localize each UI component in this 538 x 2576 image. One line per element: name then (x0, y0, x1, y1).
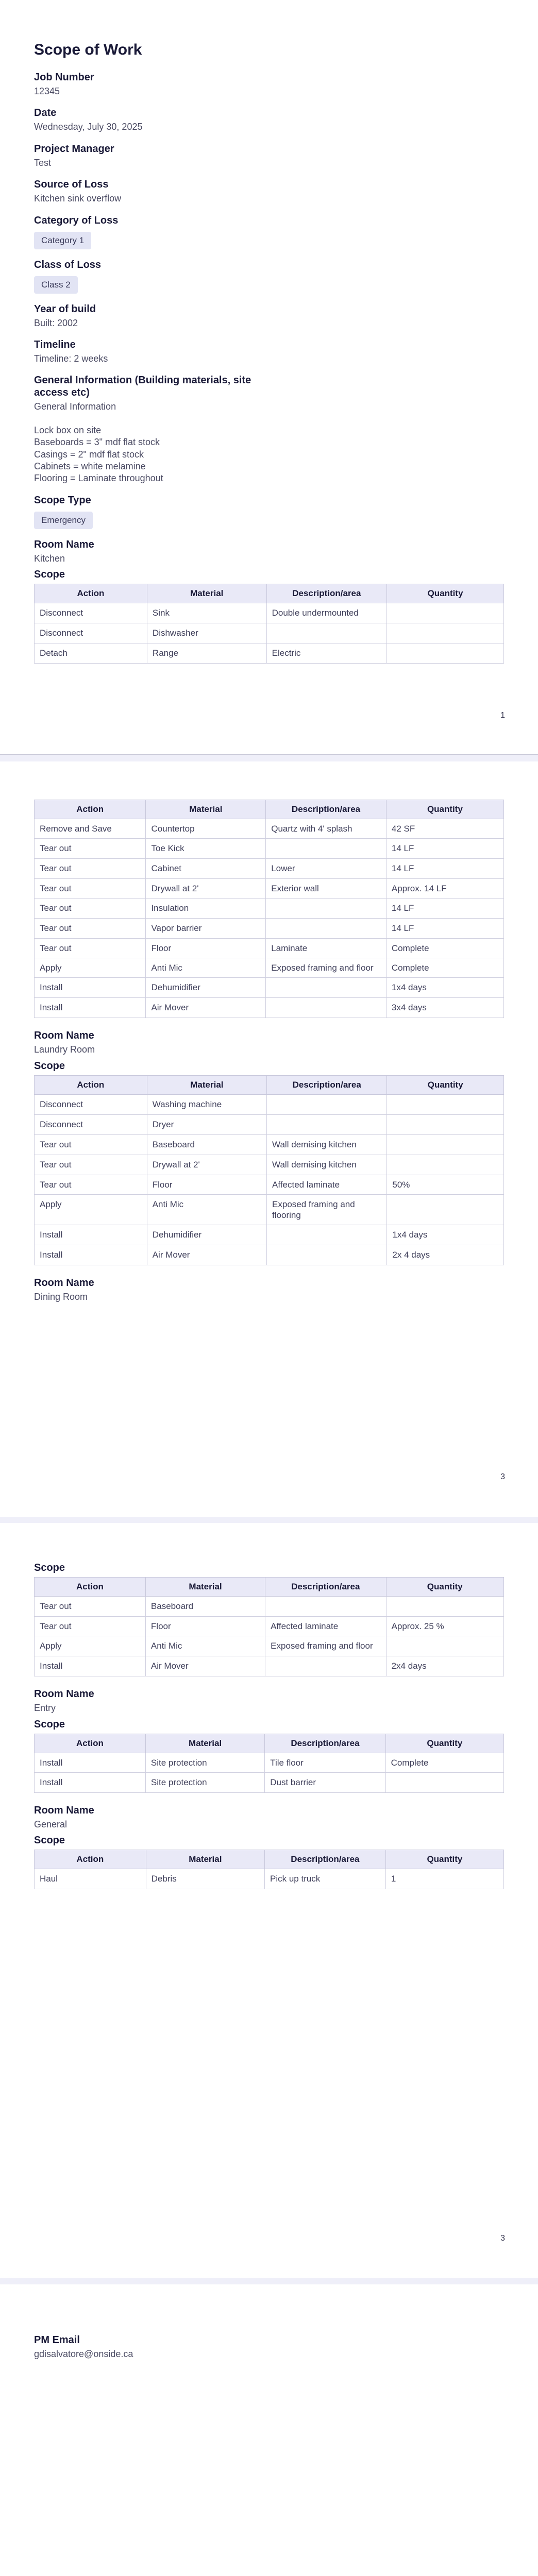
table-body (35, 1753, 504, 1792)
action-cell: Tear out (35, 1175, 147, 1194)
kitchen-scope-table-continued (34, 800, 504, 1018)
table-row (35, 1656, 504, 1676)
action-cell: Install (35, 1656, 146, 1676)
description-cell (266, 839, 386, 859)
room-name-value: Entry (34, 1703, 56, 1714)
quantity-cell (387, 643, 504, 664)
note-line: Flooring = Laminate throughout (34, 473, 163, 484)
material-cell: Cabinet (146, 859, 266, 878)
pm-email-label: PM Email (34, 2334, 80, 2346)
room-general-field (34, 1804, 504, 1831)
description-cell: Double undermounted (266, 603, 387, 623)
note-line: Casings = 2" mdf flat stock (34, 449, 144, 460)
header-material: Material (147, 1075, 266, 1094)
general-info-value: General Information (34, 401, 116, 412)
material-cell: Baseboard (145, 1597, 265, 1617)
table-body (35, 1597, 504, 1676)
header-description: Description/area (265, 1734, 385, 1753)
date-label: Date (34, 107, 57, 119)
job-number-field (34, 71, 504, 97)
action-cell: Tear out (35, 1617, 146, 1636)
table-row (35, 1753, 504, 1772)
quantity-cell: 50% (387, 1175, 504, 1194)
date-field (34, 107, 504, 133)
quantity-cell (386, 1597, 503, 1617)
page-number: 1 (500, 711, 505, 720)
general-info-field (34, 374, 276, 484)
general-scope-table (34, 1850, 504, 1889)
description-cell: Dust barrier (265, 1772, 385, 1792)
scope-type-label: Scope Type (34, 494, 91, 506)
action-cell: Install (35, 978, 146, 998)
pm-email-value: gdisalvatore@onside.ca (34, 2349, 133, 2359)
table-row (35, 623, 504, 643)
scope-label: Scope (34, 1060, 65, 1072)
source-of-loss-label: Source of Loss (34, 179, 109, 191)
scope-type-field (34, 494, 504, 529)
table-row (35, 878, 504, 898)
action-cell: Disconnect (35, 623, 147, 643)
description-cell (266, 918, 386, 938)
description-cell (267, 1094, 387, 1114)
table-body (35, 1869, 504, 1889)
job-number-label: Job Number (34, 72, 94, 83)
material-cell: Site protection (145, 1753, 264, 1772)
description-cell (265, 1656, 386, 1676)
document-title: Scope of Work (34, 41, 142, 58)
header-material: Material (146, 1850, 264, 1869)
table-row (35, 643, 504, 664)
header-action: Action (35, 1850, 146, 1869)
source-of-loss-field (34, 178, 504, 205)
material-cell: Dehumidifier (147, 1225, 266, 1245)
quantity-cell: 3x4 days (386, 998, 503, 1018)
description-cell (266, 978, 386, 998)
header-action: Action (35, 1075, 147, 1094)
table-body (35, 603, 504, 664)
table-row (35, 898, 504, 918)
quantity-cell: 14 LF (386, 918, 503, 938)
description-cell: Electric (266, 643, 387, 664)
room-name-label: Room Name (34, 1277, 94, 1289)
table-row (35, 978, 504, 998)
project-manager-label: Project Manager (34, 143, 114, 155)
description-cell (266, 898, 386, 918)
material-cell: Sink (147, 603, 266, 623)
table-row (35, 1094, 504, 1114)
action-cell: Remove and Save (35, 819, 146, 839)
material-cell: Site protection (145, 1772, 264, 1792)
action-cell: Disconnect (35, 1114, 147, 1134)
description-cell: Pick up truck (265, 1869, 386, 1889)
scope-label: Scope (34, 569, 65, 581)
action-cell: Install (35, 1245, 147, 1265)
table-row (35, 859, 504, 878)
table-row (35, 1194, 504, 1225)
class-of-loss-badge: Class 2 (34, 276, 78, 294)
description-cell: Quartz with 4' splash (266, 819, 386, 839)
action-cell: Tear out (35, 918, 146, 938)
action-cell: Apply (35, 1636, 146, 1656)
header-quantity: Quantity (385, 1850, 503, 1869)
room-name-label: Room Name (34, 1804, 94, 1816)
class-of-loss-label: Class of Loss (34, 259, 102, 270)
pm-email-field (34, 2334, 504, 2360)
description-cell: Tile floor (265, 1753, 385, 1772)
year-of-build-label: Year of build (34, 303, 96, 315)
scope-label: Scope (34, 1835, 65, 1846)
header-description: Description/area (265, 1850, 386, 1869)
action-cell: Tear out (35, 938, 146, 958)
class-of-loss-field (34, 259, 504, 294)
action-cell: Tear out (35, 839, 146, 859)
page-2 (0, 761, 538, 1517)
room-name-value: General (34, 1819, 68, 1829)
table-row (35, 1155, 504, 1175)
description-cell: Exposed framing and floor (265, 1636, 386, 1656)
description-cell (265, 1597, 386, 1617)
quantity-cell (387, 1194, 504, 1225)
quantity-cell: 1 (385, 1869, 503, 1889)
quantity-cell (385, 1772, 503, 1792)
material-cell: Drywall at 2' (147, 1155, 266, 1175)
description-cell: Wall demising kitchen (267, 1155, 387, 1175)
table-row (35, 839, 504, 859)
quantity-cell: Complete (386, 958, 503, 978)
date-value: Wednesday, July 30, 2025 (34, 122, 143, 132)
timeline-label: Timeline (34, 338, 76, 350)
page-3 (0, 1523, 538, 2278)
page-1 (0, 0, 538, 755)
header-quantity: Quantity (387, 1075, 504, 1094)
quantity-cell (387, 1134, 504, 1155)
timeline-field (34, 338, 504, 365)
quantity-cell: 1x4 days (386, 978, 503, 998)
quantity-cell: 2x4 days (386, 1656, 503, 1676)
description-cell (267, 1225, 387, 1245)
material-cell: Vapor barrier (146, 918, 266, 938)
description-cell (267, 1245, 387, 1265)
action-cell: Tear out (35, 859, 146, 878)
header-action: Action (35, 584, 147, 603)
quantity-cell: 2x 4 days (387, 1245, 504, 1265)
action-cell: Install (35, 1225, 147, 1245)
action-cell: Apply (35, 1194, 147, 1225)
action-cell: Install (35, 1772, 146, 1792)
table-body (35, 819, 504, 1018)
description-cell: Exposed framing and floor (266, 958, 386, 978)
quantity-cell (387, 623, 504, 643)
scope-type-badge: Emergency (34, 512, 93, 529)
room-name-label: Room Name (34, 1030, 94, 1042)
action-cell: Install (35, 1753, 146, 1772)
header-action: Action (35, 800, 146, 819)
laundry-scope-table (34, 1075, 504, 1266)
quantity-cell: Approx. 25 % (386, 1617, 503, 1636)
material-cell: Baseboard (147, 1134, 266, 1155)
project-manager-field (34, 143, 504, 169)
room-name-value: Dining Room (34, 1292, 88, 1302)
quantity-cell: 14 LF (386, 859, 503, 878)
material-cell: Floor (147, 1175, 266, 1194)
table-row (35, 938, 504, 958)
table-row (35, 958, 504, 978)
note-line: Baseboards = 3" mdf flat stock (34, 437, 160, 448)
room-kitchen-field (34, 538, 504, 565)
action-cell: Disconnect (35, 603, 147, 623)
table-row (35, 819, 504, 839)
header-material: Material (147, 584, 266, 603)
action-cell: Detach (35, 643, 147, 664)
table-row (35, 1772, 504, 1792)
page-number: 3 (500, 2234, 505, 2243)
action-cell: Apply (35, 958, 146, 978)
action-cell: Tear out (35, 1134, 147, 1155)
material-cell: Dryer (147, 1114, 266, 1134)
room-name-label: Room Name (34, 538, 94, 550)
description-cell: Laminate (266, 938, 386, 958)
header-quantity: Quantity (386, 1578, 503, 1597)
quantity-cell (387, 1155, 504, 1175)
table-row (35, 1869, 504, 1889)
header-action: Action (35, 1578, 146, 1597)
page-number: 3 (500, 1472, 505, 1481)
table-row (35, 1636, 504, 1656)
quantity-cell (387, 1114, 504, 1134)
material-cell: Drywall at 2' (146, 878, 266, 898)
material-cell: Anti Mic (145, 1636, 265, 1656)
header-material: Material (146, 800, 266, 819)
room-name-label: Room Name (34, 1688, 94, 1700)
table-row (35, 1597, 504, 1617)
note-line: Cabinets = white melamine (34, 461, 146, 471)
scope-label: Scope (34, 1562, 65, 1573)
scope-label: Scope (34, 1718, 65, 1730)
entry-scope-table (34, 1734, 504, 1793)
action-cell: Disconnect (35, 1094, 147, 1114)
material-cell: Dishwasher (147, 623, 266, 643)
project-manager-value: Test (34, 157, 52, 168)
room-laundry-field (34, 1029, 504, 1056)
room-name-value: Laundry Room (34, 1044, 95, 1055)
material-cell: Air Mover (145, 1656, 265, 1676)
material-cell: Washing machine (147, 1094, 266, 1114)
description-cell: Affected laminate (267, 1175, 387, 1194)
category-of-loss-badge: Category 1 (34, 232, 91, 249)
quantity-cell: 14 LF (386, 839, 503, 859)
quantity-cell: 14 LF (386, 898, 503, 918)
quantity-cell: Complete (385, 1753, 503, 1772)
quantity-cell: Approx. 14 LF (386, 878, 503, 898)
action-cell: Install (35, 998, 146, 1018)
table-row (35, 1245, 504, 1265)
header-quantity: Quantity (385, 1734, 503, 1753)
material-cell: Toe Kick (146, 839, 266, 859)
general-info-notes (34, 425, 276, 485)
job-number-value: 12345 (34, 86, 60, 96)
table-row (35, 1225, 504, 1245)
table-row (35, 1114, 504, 1134)
header-quantity: Quantity (387, 584, 504, 603)
material-cell: Countertop (146, 819, 266, 839)
category-of-loss-field (34, 214, 504, 249)
table-row (35, 1134, 504, 1155)
table-row (35, 1175, 504, 1194)
header-material: Material (145, 1578, 265, 1597)
timeline-value: Timeline: 2 weeks (34, 353, 108, 364)
action-cell: Tear out (35, 898, 146, 918)
material-cell: Floor (145, 1617, 265, 1636)
action-cell: Haul (35, 1869, 146, 1889)
description-cell (267, 1114, 387, 1134)
header-quantity: Quantity (386, 800, 503, 819)
table-body (35, 1094, 504, 1265)
quantity-cell: 1x4 days (387, 1225, 504, 1245)
table-row (35, 1617, 504, 1636)
material-cell: Anti Mic (146, 958, 266, 978)
description-cell: Exterior wall (266, 878, 386, 898)
material-cell: Air Mover (147, 1245, 266, 1265)
action-cell: Tear out (35, 1597, 146, 1617)
description-cell: Lower (266, 859, 386, 878)
material-cell: Dehumidifier (146, 978, 266, 998)
header-description: Description/area (267, 1075, 387, 1094)
header-description: Description/area (265, 1578, 386, 1597)
description-cell (266, 998, 386, 1018)
quantity-cell (387, 1094, 504, 1114)
material-cell: Floor (146, 938, 266, 958)
page-4 (0, 2284, 538, 2576)
year-of-build-value: Built: 2002 (34, 317, 78, 328)
kitchen-scope-table (34, 584, 504, 664)
quantity-cell: 42 SF (386, 819, 503, 839)
general-info-label: General Information (Building materials, site access etc) (34, 375, 251, 399)
header-action: Action (35, 1734, 146, 1753)
description-cell: Wall demising kitchen (267, 1134, 387, 1155)
quantity-cell: Complete (386, 938, 503, 958)
material-cell: Anti Mic (147, 1194, 266, 1225)
room-entry-field (34, 1688, 504, 1714)
category-of-loss-label: Category of Loss (34, 214, 119, 226)
note-line: Lock box on site (34, 425, 102, 435)
quantity-cell (386, 1636, 503, 1656)
action-cell: Tear out (35, 878, 146, 898)
description-cell (266, 623, 387, 643)
year-of-build-field (34, 303, 504, 329)
description-cell: Exposed framing and flooring (267, 1194, 387, 1225)
quantity-cell (387, 603, 504, 623)
material-cell: Insulation (146, 898, 266, 918)
material-cell: Air Mover (146, 998, 266, 1018)
header-description: Description/area (266, 584, 387, 603)
material-cell: Range (147, 643, 266, 664)
dining-scope-table (34, 1577, 504, 1676)
action-cell: Tear out (35, 1155, 147, 1175)
source-of-loss-value: Kitchen sink overflow (34, 193, 122, 204)
description-cell: Affected laminate (265, 1617, 386, 1636)
table-row (35, 603, 504, 623)
header-description: Description/area (266, 800, 386, 819)
table-row (35, 918, 504, 938)
header-material: Material (145, 1734, 264, 1753)
room-dining-field (34, 1277, 504, 1303)
material-cell: Debris (146, 1869, 264, 1889)
room-name-value: Kitchen (34, 553, 65, 564)
table-row (35, 998, 504, 1018)
